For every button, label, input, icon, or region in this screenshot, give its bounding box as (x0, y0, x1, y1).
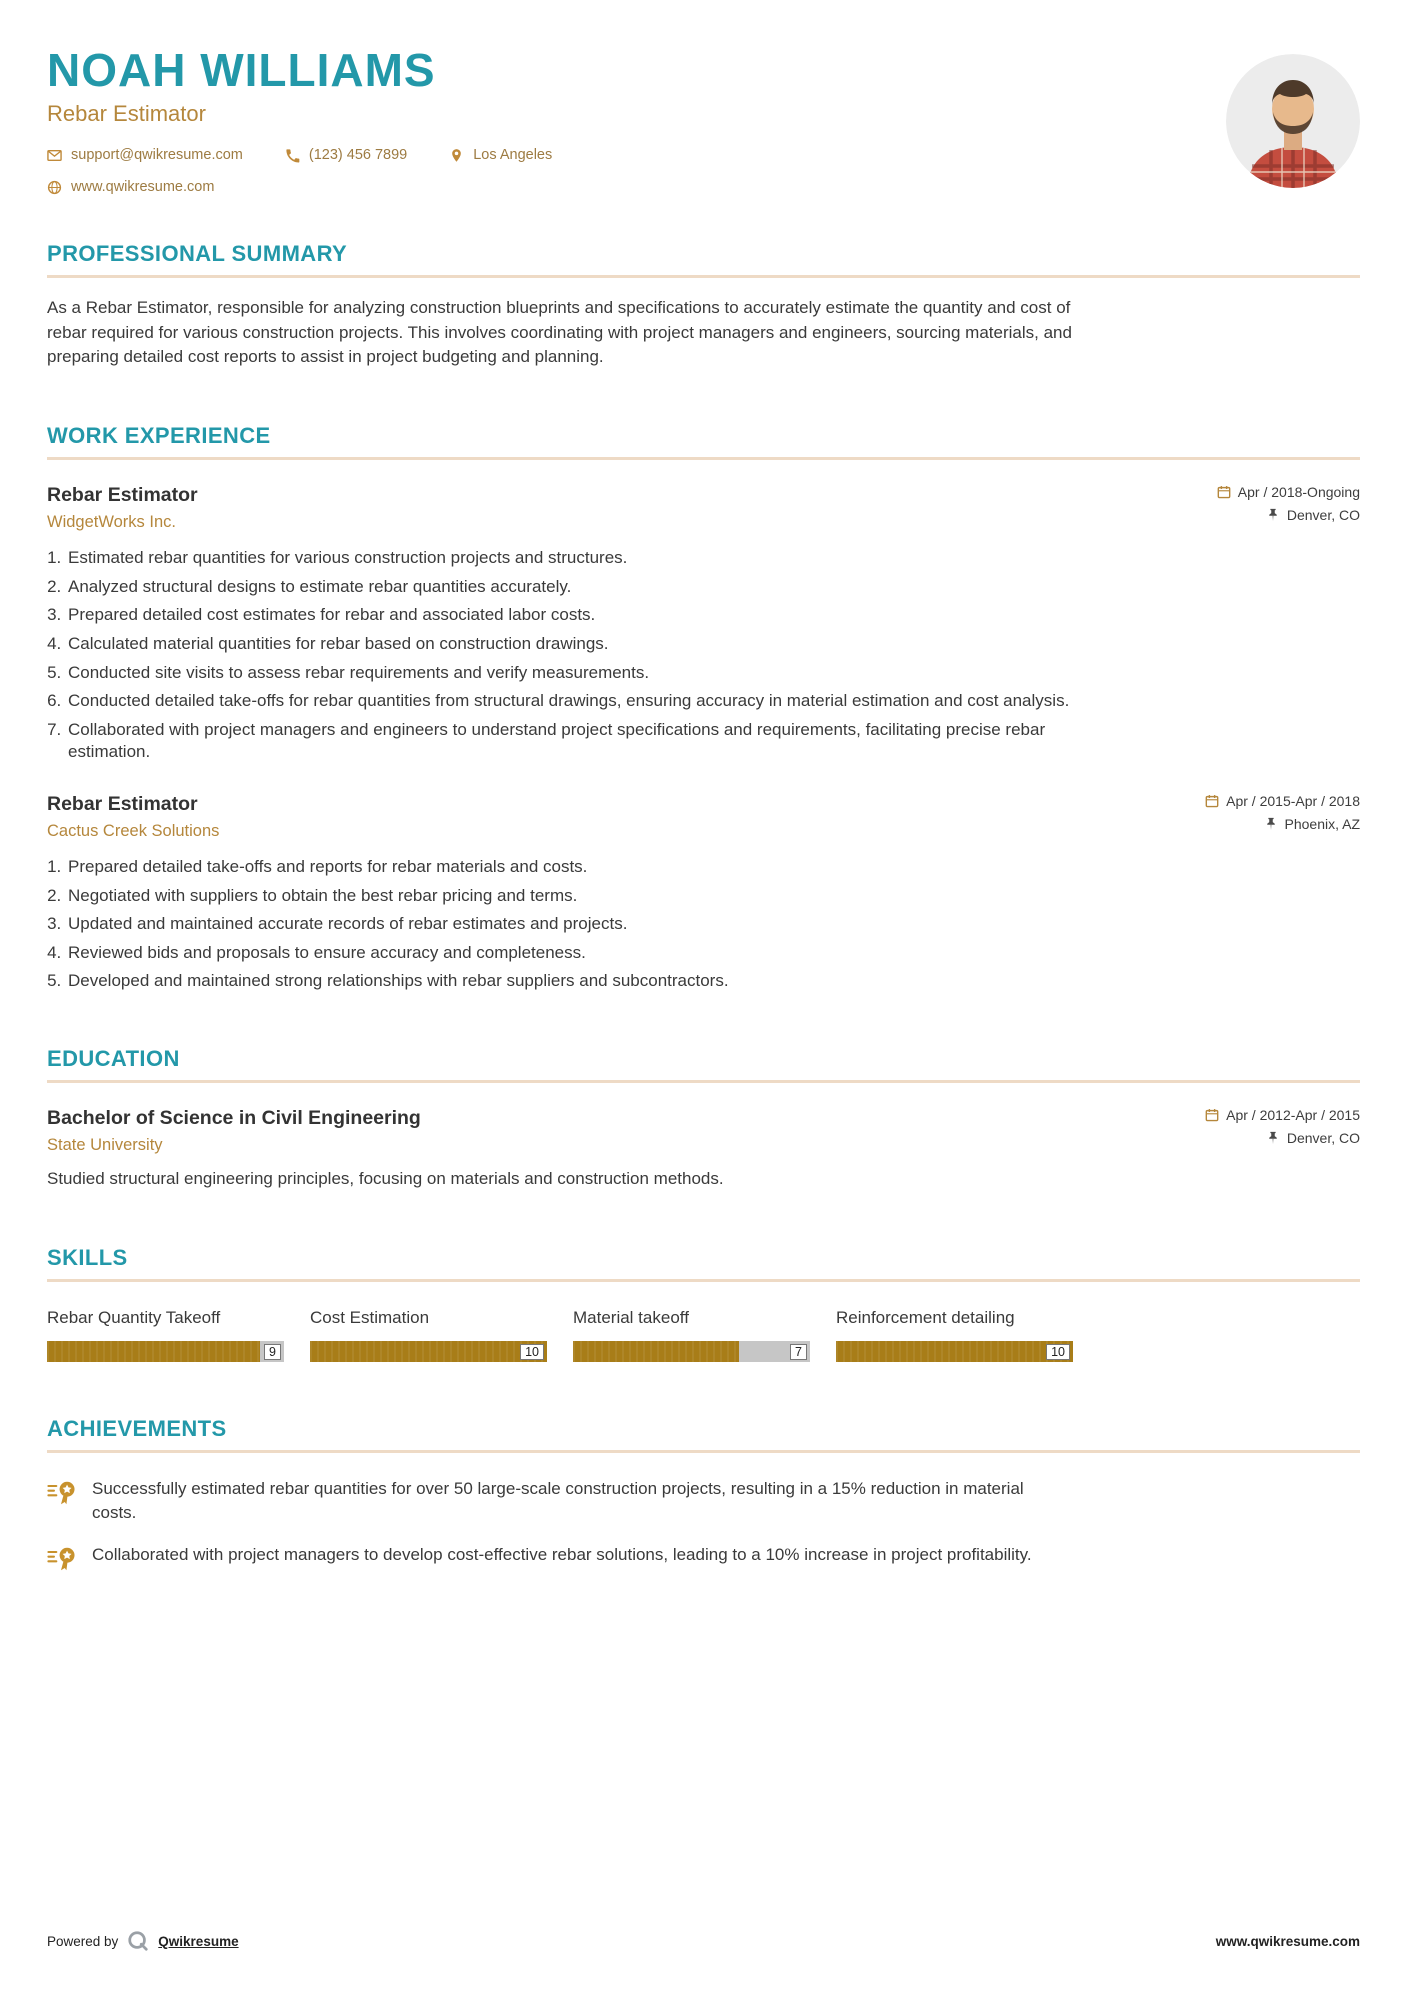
job-bullet: 1. Estimated rebar quantities for various construction projects and structures. (66, 547, 1128, 569)
job-dates: Apr / 2018-Ongoing (1237, 484, 1360, 501)
skill-name: Material takeoff (573, 1308, 689, 1328)
website-text: www.qwikresume.com (71, 179, 215, 196)
qwikresume-link[interactable]: Qwikresume (158, 1933, 239, 1949)
section-divider (47, 1450, 1360, 1453)
footer-website-link[interactable]: www.qwikresume.com (1215, 1933, 1360, 1949)
job-dates-row (1205, 793, 1360, 809)
education-location: Denver, CO (1286, 1130, 1360, 1147)
skill-fill (47, 1341, 260, 1362)
skill-fill (310, 1341, 547, 1362)
job-bullet: 3. Updated and maintained accurate records of rebar estimates and projects. (66, 913, 1128, 935)
achievements-heading: ACHIEVEMENTS (47, 1416, 227, 1442)
achievements-list (47, 1477, 1360, 1573)
award-icon (47, 1479, 79, 1507)
pushpin-icon (1264, 817, 1278, 831)
profile-photo (1226, 54, 1360, 188)
section-divider (47, 1279, 1360, 1282)
person-name: NOAH WILLIAMS (47, 44, 436, 96)
section-skills (47, 1245, 1360, 1362)
achievement-text: Collaborated with project managers to develop cost-effective rebar solutions, leading to a 10% increase in project profitability. (92, 1544, 1032, 1564)
education-entry (47, 1107, 1360, 1191)
job-location: Phoenix, AZ (1284, 815, 1360, 832)
job-title-block (47, 484, 198, 532)
location-item (449, 147, 552, 163)
skills-heading: SKILLS (47, 1245, 128, 1271)
skill-item (836, 1308, 1073, 1362)
summary-heading: PROFESSIONAL SUMMARY (47, 241, 348, 267)
email-link[interactable] (47, 147, 243, 163)
section-achievements (47, 1416, 1360, 1573)
job-title-block (47, 793, 219, 841)
job-bullet-list (47, 856, 1128, 992)
skills-grid (47, 1308, 1360, 1362)
skill-name: Rebar Quantity Takeoff (47, 1308, 221, 1328)
achievement-item (47, 1477, 1360, 1525)
contact-row-2 (47, 179, 594, 195)
section-divider (47, 275, 1360, 278)
job-header (47, 484, 1360, 532)
contact-row-1 (47, 147, 594, 163)
calendar-icon (1205, 794, 1219, 808)
pushpin-icon (1266, 1131, 1280, 1145)
job-bullet: 1. Prepared detailed take-offs and reports for rebar materials and costs. (66, 856, 1128, 878)
skill-bar (836, 1341, 1073, 1362)
award-icon (47, 1545, 79, 1573)
skill-name: Reinforcement detailing (836, 1308, 1015, 1328)
section-divider (47, 457, 1360, 460)
skill-item (310, 1308, 547, 1362)
job-header (47, 793, 1360, 841)
location-text: Los Angeles (473, 147, 553, 164)
job-company: WidgetWorks Inc. (47, 513, 176, 532)
person-title: Rebar Estimator (47, 101, 206, 127)
education-header (47, 1107, 1360, 1155)
header-left (47, 46, 594, 195)
skill-score: 7 (790, 1344, 807, 1360)
education-location-row (1205, 1130, 1360, 1146)
job-title: Rebar Estimator (47, 792, 198, 815)
school-name: State University (47, 1136, 163, 1155)
skill-item (573, 1308, 810, 1362)
footer-branding (47, 1930, 239, 1952)
skill-bar (573, 1341, 810, 1362)
calendar-icon (1205, 1108, 1219, 1122)
job-bullet-list (47, 547, 1128, 763)
email-text: support@qwikresume.com (71, 147, 243, 164)
job-meta (1205, 793, 1360, 839)
qwikresume-logo-icon (127, 1930, 149, 1952)
experience-heading: WORK EXPERIENCE (47, 423, 271, 449)
education-dates-row (1205, 1107, 1360, 1123)
section-experience (47, 423, 1360, 992)
map-pin-icon (449, 148, 464, 163)
job-bullet: 7. Collaborated with project managers and engineers to understand project specifications and requirements, facilitating precise rebar estimation. (66, 719, 1128, 763)
calendar-icon (1217, 485, 1231, 499)
job-bullet: 2. Negotiated with suppliers to obtain the best rebar pricing and terms. (66, 885, 1128, 907)
job-dates-row (1217, 484, 1360, 500)
section-divider (47, 1080, 1360, 1083)
job-bullet: 3. Prepared detailed cost estimates for rebar and associated labor costs. (66, 604, 1128, 626)
job-location-row (1217, 507, 1360, 523)
job-bullet: 2. Analyzed structural designs to estimate rebar quantities accurately. (66, 576, 1128, 598)
job-bullet: 6. Conducted detailed take-offs for rebar quantities from structural drawings, ensuring accuracy in material estimation and cost analysis. (66, 690, 1128, 712)
summary-text: As a Rebar Estimator, responsible for analyzing construction blueprints and specifications to accurately estimate the quantity and cost of rebar required for various construction projects. This involves coordinating with project managers and engineers, sourcing materials, and preparing detailed cost reports to assist in project budgeting and planning. (47, 298, 1072, 366)
skill-bar (47, 1341, 284, 1362)
powered-by-text: Powered by (47, 1933, 119, 1949)
skill-score: 10 (1046, 1344, 1070, 1360)
education-dates: Apr / 2012-Apr / 2015 (1226, 1107, 1360, 1124)
job-location-row (1205, 816, 1360, 832)
phone-icon (285, 148, 300, 163)
section-education (47, 1046, 1360, 1191)
job-entry (47, 484, 1360, 763)
header (47, 46, 1360, 195)
education-description: Studied structural engineering principles, focusing on materials and construction methods. (47, 1169, 724, 1189)
degree-title: Bachelor of Science in Civil Engineering (47, 1107, 421, 1130)
job-dates: Apr / 2015-Apr / 2018 (1226, 792, 1360, 809)
job-entry (47, 793, 1360, 992)
section-summary (47, 241, 1360, 369)
skill-bar (310, 1341, 547, 1362)
skill-score: 10 (520, 1344, 544, 1360)
education-heading: EDUCATION (47, 1046, 180, 1072)
pushpin-icon (1266, 508, 1280, 522)
skill-fill (573, 1341, 739, 1362)
job-location: Denver, CO (1286, 507, 1360, 524)
skill-fill (836, 1341, 1073, 1362)
phone-text: (123) 456 7899 (308, 147, 408, 164)
achievement-item (47, 1543, 1360, 1573)
envelope-icon (47, 148, 62, 163)
job-bullet: 4. Reviewed bids and proposals to ensure accuracy and completeness. (66, 942, 1128, 964)
footer (47, 1930, 1360, 1952)
globe-icon (47, 180, 62, 195)
education-meta (1205, 1107, 1360, 1153)
phone-item (285, 147, 407, 163)
skill-score: 9 (264, 1344, 281, 1360)
job-bullet: 5. Conducted site visits to assess rebar requirements and verify measurements. (66, 662, 1128, 684)
education-title-block (47, 1107, 421, 1155)
job-meta (1217, 484, 1360, 530)
job-bullet: 5. Developed and maintained strong relationships with rebar suppliers and subcontractors. (66, 970, 1128, 992)
website-link[interactable] (47, 179, 214, 195)
job-title: Rebar Estimator (47, 484, 198, 507)
achievement-text: Successfully estimated rebar quantities for over 50 large-scale construction projects, resulting in a 15% reduction in material costs. (92, 1479, 1024, 1522)
job-bullet: 4. Calculated material quantities for rebar based on construction drawings. (66, 633, 1128, 655)
skill-item (47, 1308, 284, 1362)
skill-name: Cost Estimation (310, 1308, 430, 1328)
job-company: Cactus Creek Solutions (47, 821, 220, 840)
